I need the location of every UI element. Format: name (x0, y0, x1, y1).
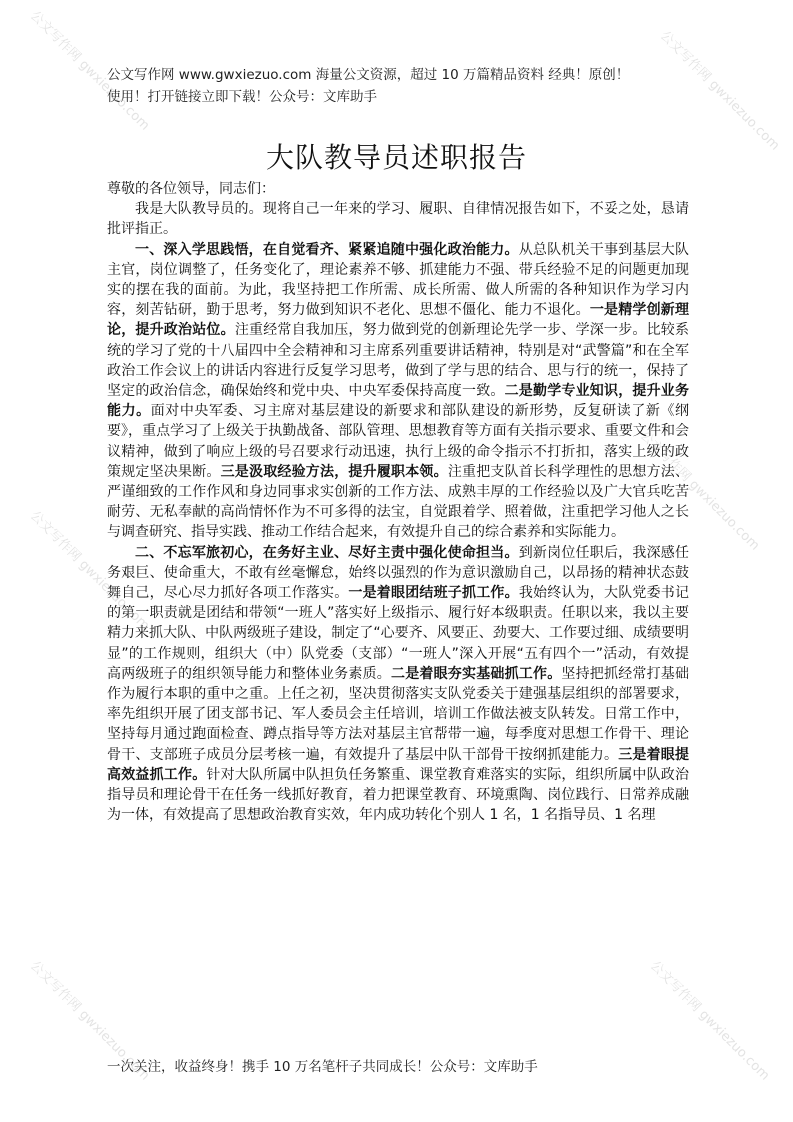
section-1-text-1: 从总队机关干事到基层大队主官，岗位调整了，任务变化了，理论素养不够、抓建能力不强、带兵经验不足的问题更加现实的摆在我的面前。为此，我坚持把工作所需、成长所需、做人所需的各种知识作为学习内容，刻苦钻研，勤于思考，努力做到知识不老化、思想不僵化、能力不退化。 (107, 241, 690, 319)
section-2-point-2: 二是着眼夯实基础抓工作。 (391, 665, 562, 682)
section-2-text-2: 我始终认为，大队党委书记的第一职责就是团结和带领“一班人”落实好上级指示、履行好本级职责。任职以来，我以主要精力来抓大队、中队两级班子建设，制定了“心要齐、风要正、劲要大、工作要过细、成绩要明显”的工作规则，组织大（中）队党委（支部）“一班人”深入开展“五有四个一”活动，有效提高两级班子的组织领导能力和整体业务素质。 (107, 585, 690, 682)
watermark: 公文写作网 gwxiezuo.com (27, 958, 153, 1084)
section-1-heading: 一、深入学思践悟，在自觉看齐、紧紧追随中强化政治能力。 (135, 241, 519, 258)
section-2-point-3: 三是着眼提高效益抓工作。 (107, 746, 690, 783)
section-1-text-4: 注重把支队首长科学理性的思想方法、严谨细致的工作作风和身边同事求实创新的工作方法、成熟丰厚的工作经验以及广大官兵吃苦耐劳、无私奉献的高尚情怀作为不可多得的法宝，自觉跟着学、照着做，注重把学习他人之长与调查研究、指导实践、推动工作结合起来，有效提升自己的综合素养和实际能力。 (107, 463, 690, 541)
section-2-paragraph (107, 543, 689, 826)
page-header (107, 64, 697, 108)
header-line-1: 公文写作网 www.gwxiezuo.com 海量公文资源，超过 10 万篇精品资料 经典！原创！ (107, 67, 630, 83)
watermark: 公文写作网 gwxiezuo.com (27, 508, 153, 634)
watermark: 公文写作网 gwxiezuo.com (657, 28, 783, 154)
section-1-point-1: 一是精学创新理论，提升政治站位。 (107, 302, 690, 339)
section-1-point-2: 二是勤学专业知识，提升业务能力。 (107, 383, 690, 420)
section-1-text-2: 注重经常自我加压，努力做到党的创新理论先学一步、学深一步。比较系统的学习了党的十八届四中全会精神和习主席系列重要讲话精神，特别是对“武警篇”和在全军政治工作会议上的讲话内容进行反复学习思考，做到了学与思的结合、思与行的统一，保持了坚定的政治信念，确保始终和党中央、中央军委保持高度一致。 (107, 322, 690, 400)
section-2-heading: 二、不忘军旅初心，在务好主业、尽好主责中强化使命担当。 (135, 544, 519, 561)
greeting: 尊敬的各位领导，同志们： (107, 181, 275, 197)
document-body (107, 179, 689, 826)
section-1-point-3: 三是汲取经验方法，提升履职本领。 (220, 463, 448, 480)
section-1-paragraph (107, 240, 689, 543)
watermark: 公文写作网 gwxiezuo.com (27, 8, 153, 134)
section-1-text-3: 面对中央军委、习主席对基层建设的新要求和部队建设的新形势，反复研读了新《纲要》，重点学习了上级关于执勤战备、部队管理、思想教育等方面有关指示要求、重要文件和会议精神，做到了响应上级的号召要求行动迅速，执行上级的命令指示不打折扣，落实上级的政策规定坚决果断。 (107, 403, 690, 480)
section-2-text-4: 针对大队所属中队担负任务繁重、课堂教育难落实的实际，组织所属中队政治指导员和理论骨干在任务一线抓好教育，着力把课堂教育、环境熏陶、岗位践行、日常养成融为一体，有效提高了思想政治教育实效，年内成功转化个别人 1 名，1 名指导员、1 名理 (107, 766, 690, 824)
document-title: 大队教导员述职报告 (265, 141, 527, 174)
section-2-text-3: 坚持把抓经常打基础作为履行本职的重中之重。上任之初，坚决贯彻落实支队党委关于建强基层组织的部署要求，率先组织开展了团支部书记、军人委员会主任培训，培训工作做法被支队转发。日常工作中，坚持每月通过跑面检查、蹲点指导等方法对基层主官帮带一遍，每季度对思想工作骨干、理论骨干、支部班子成员分层考核一遍，有效提升了基层中队干部骨干按纲抓建能力。 (107, 665, 690, 763)
page-footer: 一次关注，收益终身！携手 10 万名笔杆子共同成长！公众号：文库助手 (107, 1059, 538, 1075)
watermark: 公文写作网 gwxiezuo.com (647, 958, 773, 1084)
intro-paragraph: 我是大队教导员的。现将自己一年来的学习、履职、自律情况报告如下，不妥之处，恳请批评指正。 (107, 201, 689, 238)
watermark: 公文写作网 gwxiezuo.com (637, 428, 763, 554)
section-2-point-1: 一是着眼团结班子抓工作。 (348, 585, 519, 602)
section-2-text-1: 到新岗位任职后，我深感任务艰巨、使命重大，不敢有丝毫懈怠，始终以强烈的作为意识激励自己，以昂扬的精神状态鼓舞自己，尽心尽力抓好各项工作落实。 (107, 544, 690, 602)
header-line-2: 使用！打开链接立即下载！公众号：文库助手 (107, 89, 377, 105)
